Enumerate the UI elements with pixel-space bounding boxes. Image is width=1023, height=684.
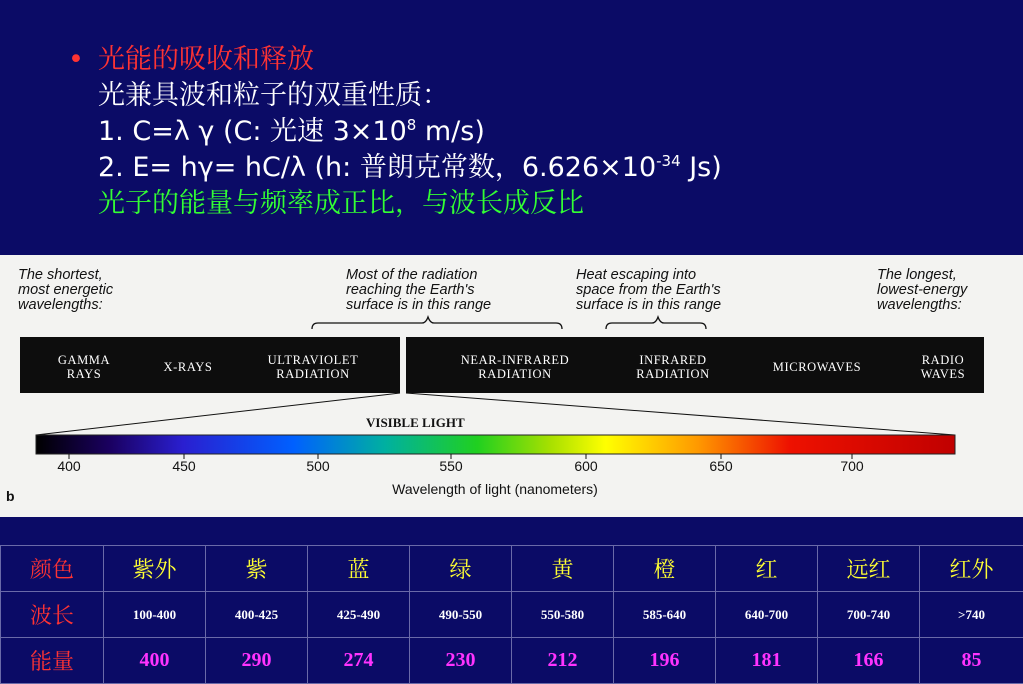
tick-label-650: 650 (709, 458, 733, 474)
color-cell: 橙 (614, 546, 716, 592)
table-row-wavelength (1, 592, 1023, 638)
formula-line-1 (68, 114, 1008, 150)
annotation-longest (877, 267, 968, 313)
energy-cell: 400 (104, 638, 206, 684)
band-gamma-label-1: GAMMA (58, 353, 110, 367)
band-gamma-label-2: RAYS (67, 367, 102, 381)
annotation-most-radiation (346, 267, 491, 313)
table-row-color (1, 546, 1023, 592)
wavelength-cell: 425-490 (308, 592, 410, 638)
annotation-longest-line-3: wavelengths: (877, 297, 962, 313)
panel-letter: b (6, 488, 15, 504)
projection-line-left (36, 393, 400, 435)
energy-cell: 290 (206, 638, 308, 684)
tick-label-600: 600 (574, 458, 598, 474)
color-cell: 蓝 (308, 546, 410, 592)
energy-cell: 212 (512, 638, 614, 684)
annotation-longest-line-2: lowest-energy (877, 282, 968, 298)
annotation-shortest (18, 267, 114, 313)
energy-cell: 181 (716, 638, 818, 684)
band-infrared-label-1: INFRARED (639, 353, 706, 367)
band-ultraviolet-label-1: ULTRAVIOLET (268, 353, 359, 367)
annotation-most-line-2: reaching the Earth's (346, 282, 475, 298)
wavelength-cell: 490-550 (410, 592, 512, 638)
color-cell: 紫外 (104, 546, 206, 592)
tick-label-400: 400 (57, 458, 81, 474)
tick-label-700: 700 (840, 458, 864, 474)
spectrum-figure (0, 255, 1023, 517)
color-cell: 绿 (410, 546, 512, 592)
annotation-most-line-3: surface is in this range (346, 297, 491, 313)
tick-label-550: 550 (439, 458, 463, 474)
energy-cell: 196 (614, 638, 716, 684)
band-near-infrared-label-1: NEAR-INFRARED (461, 353, 570, 367)
slide-title: 光能的吸收和释放 (98, 44, 314, 75)
annotation-longest-line-1: The longest, (877, 267, 957, 283)
wavelength-cell: 100-400 (104, 592, 206, 638)
table-row-energy (1, 638, 1023, 684)
spectrum-diagram (0, 255, 1023, 517)
wavelength-cell: 585-640 (614, 592, 716, 638)
dual-nature-line: 光兼具波和粒子的双重性质： (68, 78, 1008, 114)
band-ultraviolet-label-2: RADIATION (276, 367, 349, 381)
band-radio-label-1: RADIO (922, 353, 965, 367)
band-microwaves-label: MICROWAVES (773, 360, 861, 374)
row-label-wavelength: 波长 (1, 592, 104, 638)
row-label-energy: 能量 (1, 638, 104, 684)
energy-cell: 166 (818, 638, 920, 684)
tick-label-450: 450 (172, 458, 196, 474)
color-cell: 红 (716, 546, 818, 592)
wavelength-cell: 550-580 (512, 592, 614, 638)
wavelength-cell: >740 (920, 592, 1023, 638)
bracket-most-radiation (312, 317, 562, 329)
formula-line-2 (68, 150, 1008, 186)
band-xrays-label: X-RAYS (164, 360, 213, 374)
energy-cell: 85 (920, 638, 1023, 684)
energy-cell: 230 (410, 638, 512, 684)
formula-1-text: 1. C=λ γ (C: 光速 3×10 (98, 116, 407, 147)
band-infrared-label-2: RADIATION (636, 367, 709, 381)
band-near-infrared-label-2: RADIATION (478, 367, 551, 381)
annotation-heat-line-1: Heat escaping into (576, 267, 696, 283)
visible-spectrum-bar (36, 435, 955, 454)
conclusion-line: 光子的能量与频率成正比，与波长成反比 (68, 186, 1008, 222)
color-cell: 黄 (512, 546, 614, 592)
energy-cell: 274 (308, 638, 410, 684)
projection-line-right (406, 393, 955, 435)
wavelength-ticks (57, 454, 864, 474)
row-label-color: 颜色 (1, 546, 104, 592)
band-radio-label-2: WAVES (921, 367, 965, 381)
formula-2-text: 2. E= hγ= hC/λ (h: 普朗克常数，6.626×10 (98, 152, 656, 183)
bracket-heat-escaping (606, 317, 706, 329)
wavelength-cell: 700-740 (818, 592, 920, 638)
annotation-heat-escaping (576, 267, 721, 313)
formula-1-exponent: 8 (407, 116, 417, 134)
tick-label-500: 500 (306, 458, 330, 474)
formula-2-unit: Js) (681, 152, 722, 183)
color-cell: 远红 (818, 546, 920, 592)
text-block (68, 42, 1008, 222)
formula-2-exponent: -34 (656, 152, 681, 170)
annotation-most-line-1: Most of the radiation (346, 267, 477, 283)
color-cell: 红外 (920, 546, 1023, 592)
annotation-shortest-line-3: wavelengths: (18, 297, 103, 313)
color-cell: 紫 (206, 546, 308, 592)
annotation-shortest-line-2: most energetic (18, 282, 114, 298)
wavelength-axis-label: Wavelength of light (nanometers) (392, 481, 598, 497)
wavelength-cell: 640-700 (716, 592, 818, 638)
formula-1-unit: m/s) (416, 116, 485, 147)
bullet-title-line (68, 42, 1008, 78)
annotation-heat-line-2: space from the Earth's (576, 282, 721, 298)
annotation-shortest-line-1: The shortest, (18, 267, 103, 283)
wavelength-cell: 400-425 (206, 592, 308, 638)
color-wavelength-energy-table (0, 545, 1023, 684)
visible-light-label: VISIBLE LIGHT (366, 415, 465, 430)
bullet-icon: • (68, 42, 98, 78)
annotation-heat-line-3: surface is in this range (576, 297, 721, 313)
